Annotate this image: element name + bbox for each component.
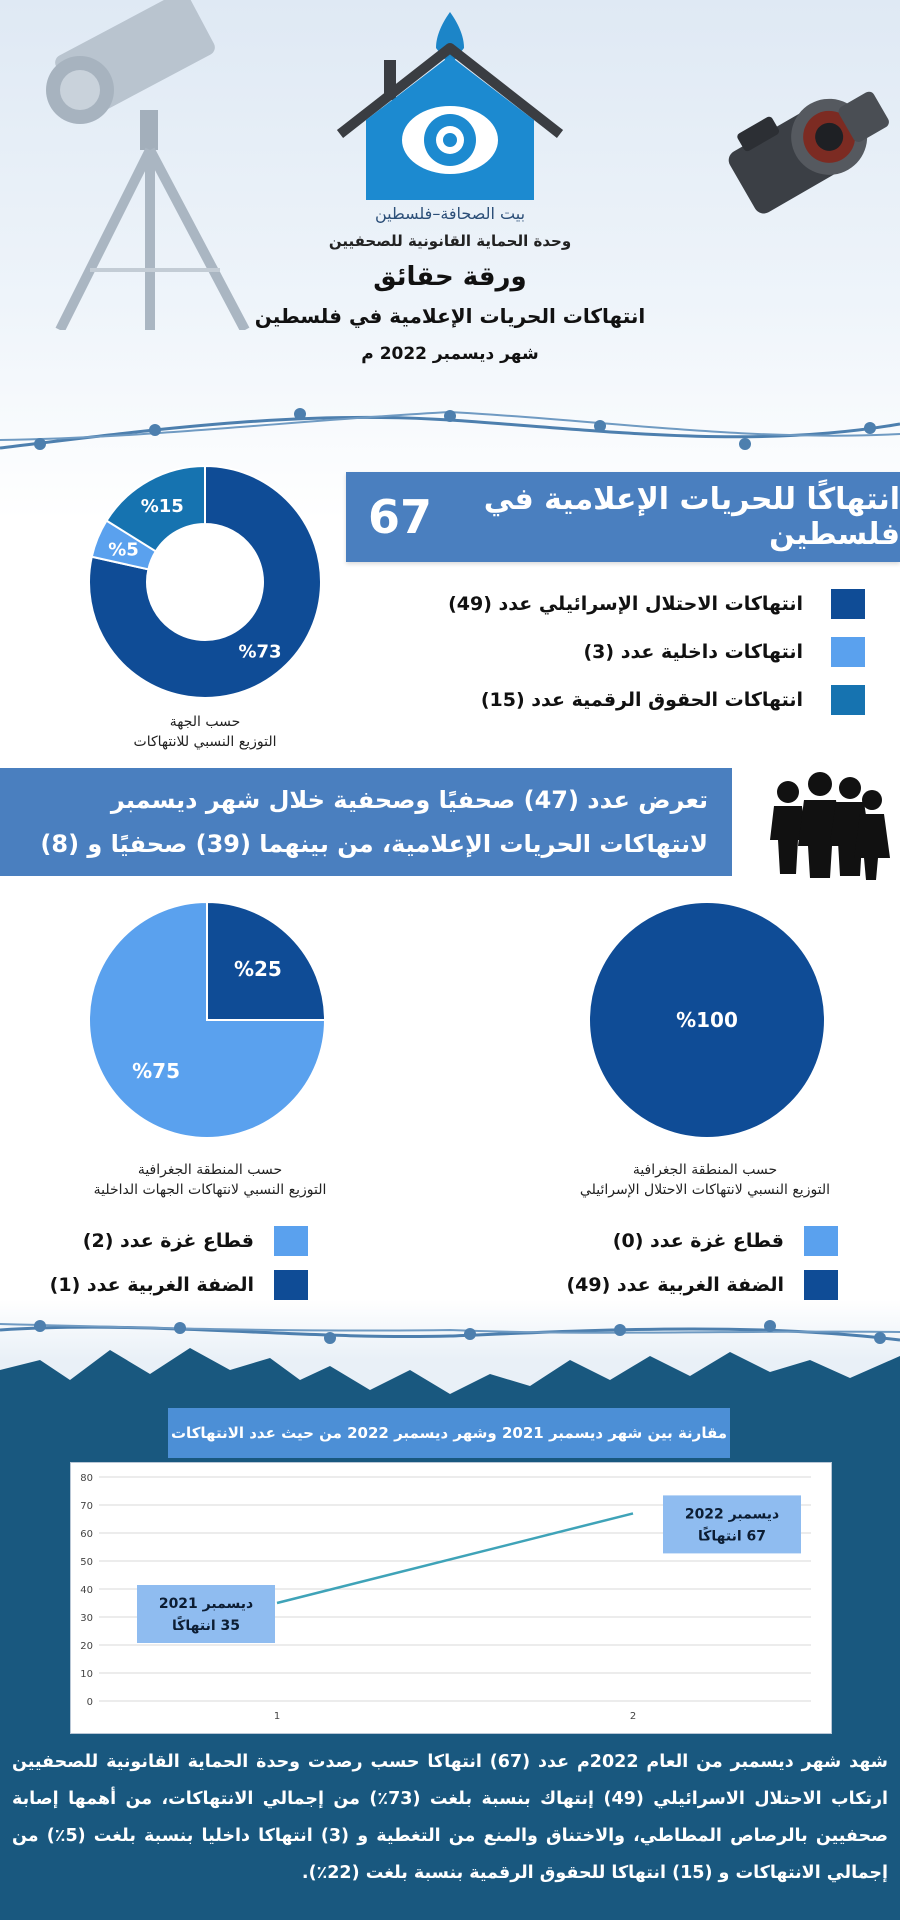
legend-swatch [804,1270,838,1300]
y-tick-label: 60 [80,1529,93,1540]
legend-item-occupation-westbank [566,1270,838,1300]
barbed-wire-divider [0,1300,900,1380]
donut-caption-line2: التوزيع النسبي للانتهاكات [133,734,277,750]
donut-chart [85,462,325,702]
data-callout [663,1495,801,1553]
legend-item-digital [481,685,865,715]
callout-value: 35 انتهاكًا [171,1618,241,1634]
pie-slice-label: %100 [676,1008,738,1032]
line-chart-frame [70,1462,832,1734]
donut-slice-label: %5 [108,539,139,561]
doc-period: شهر ديسمبر 2022 م [361,344,539,364]
pie-chart-occupation [585,898,829,1142]
series-line [277,1513,633,1603]
y-tick-label: 80 [80,1473,93,1484]
summary-paragraph: شهد شهر ديسمبر من العام 2022م عدد (67) انتهاكا حسب رصدت وحدة الحماية القانونية للصحفيين ارتكاب الاحتلال الاسرائيلي (49) إنتهاك بنسبة بلغت (73٪) من إجمالي الانتهاكات، من أهمها إصابة صحفيين بالرصاص المطاطي، والاختناق والمنع من التغطية و (3) انتهاكا داخليا بنسبة بلغت (5٪) من إجمالي الانتهاكات و (15) انتهاكا للحقوق الرقمية بنسبة بلغت (22٪). [12,1752,889,1883]
legend-label: انتهاكات داخلية عدد (3) [583,641,803,663]
pie-internal-caption-line1: حسب المنطقة الجغرافية [137,1162,283,1178]
callout-value: 67 انتهاكًا [697,1528,767,1545]
y-tick-label: 30 [80,1613,93,1624]
legend-swatch [831,637,865,667]
legend-item-internal [583,637,865,667]
donut-slice-label: %15 [140,496,184,518]
journalists-banner: تعرض عدد (47) صحفيًا وصحفية خلال شهر ديسمبر لانتهاكات الحريات الإعلامية، من بينهما (39) صحفيًا و (8) صحفيات. [0,768,732,876]
press-house-logo [330,8,570,208]
legend-label: الضفة الغربية عدد (49) [566,1274,784,1296]
org-unit: وحدة الحماية القانونية للصحفيين [328,232,572,250]
doc-subtitle: انتهاكات الحريات الإعلامية في فلسطين [254,304,646,328]
legend-label: انتهاكات الاحتلال الإسرائيلي عدد (49) [448,593,803,615]
pie-slice-label: %25 [233,957,282,982]
pie-occupation-caption-line2: التوزيع النسبي لانتهاكات الاحتلال الإسرائيلي [579,1182,831,1198]
pie-internal-caption [40,1160,380,1200]
legend-item-occupation [448,589,865,619]
callout-date: ديسمبر 2021 [158,1596,254,1612]
legend-swatch [274,1270,308,1300]
line-chart [71,1463,831,1733]
pie-internal-caption-line2: التوزيع النسبي لانتهاكات الجهات الداخلية [93,1182,327,1198]
callout-date: ديسمبر 2022 [684,1506,780,1523]
doc-title: ورقة حقائق [373,262,527,292]
y-tick-label: 50 [80,1557,93,1568]
y-tick-label: 0 [86,1697,93,1708]
x-tick-label: 2 [629,1711,637,1722]
people-icon [760,762,890,882]
legend-swatch [804,1226,838,1256]
y-tick-label: 10 [80,1669,93,1680]
legend-label: الضفة الغربية عدد (1) [49,1274,254,1296]
pie-slice-label: %75 [132,1058,181,1083]
y-tick-label: 20 [80,1641,93,1652]
legend-item-occupation-gaza [613,1226,838,1256]
donut-caption [85,712,325,752]
donut-slice-label: %73 [238,641,282,663]
legend-swatch [831,685,865,715]
org-name: بيت الصحافة–فلسطين [374,204,526,223]
y-tick-label: 40 [80,1585,93,1596]
headline-text: انتهاكًا للحريات الإعلامية في فلسطين [483,482,900,552]
comparison-title: مقارنة بين شهر ديسمبر 2021 وشهر ديسمبر 2022 من حيث عدد الانتهاكات [168,1408,730,1458]
y-tick-label: 70 [80,1501,93,1512]
legend-label: قطاع غزة عدد (0) [612,1230,784,1252]
legend-label: انتهاكات الحقوق الرقمية عدد (15) [480,689,803,711]
headline-number: 67 [368,490,433,544]
x-tick-label: 1 [273,1711,281,1722]
pie-occupation-caption [530,1160,880,1200]
legend-label: قطاع غزة عدد (2) [82,1230,254,1252]
pie-occupation-caption-line1: حسب المنطقة الجغرافية [632,1162,778,1178]
legend-swatch [831,589,865,619]
legend-item-internal-gaza [83,1226,308,1256]
pie-chart-internal [85,898,329,1142]
barbed-wire-divider [0,390,900,470]
data-callout [137,1585,275,1643]
headline-banner [346,472,900,562]
legend-swatch [274,1226,308,1256]
donut-caption-line1: حسب الجهة [169,714,241,730]
legend-item-internal-westbank [50,1270,308,1300]
